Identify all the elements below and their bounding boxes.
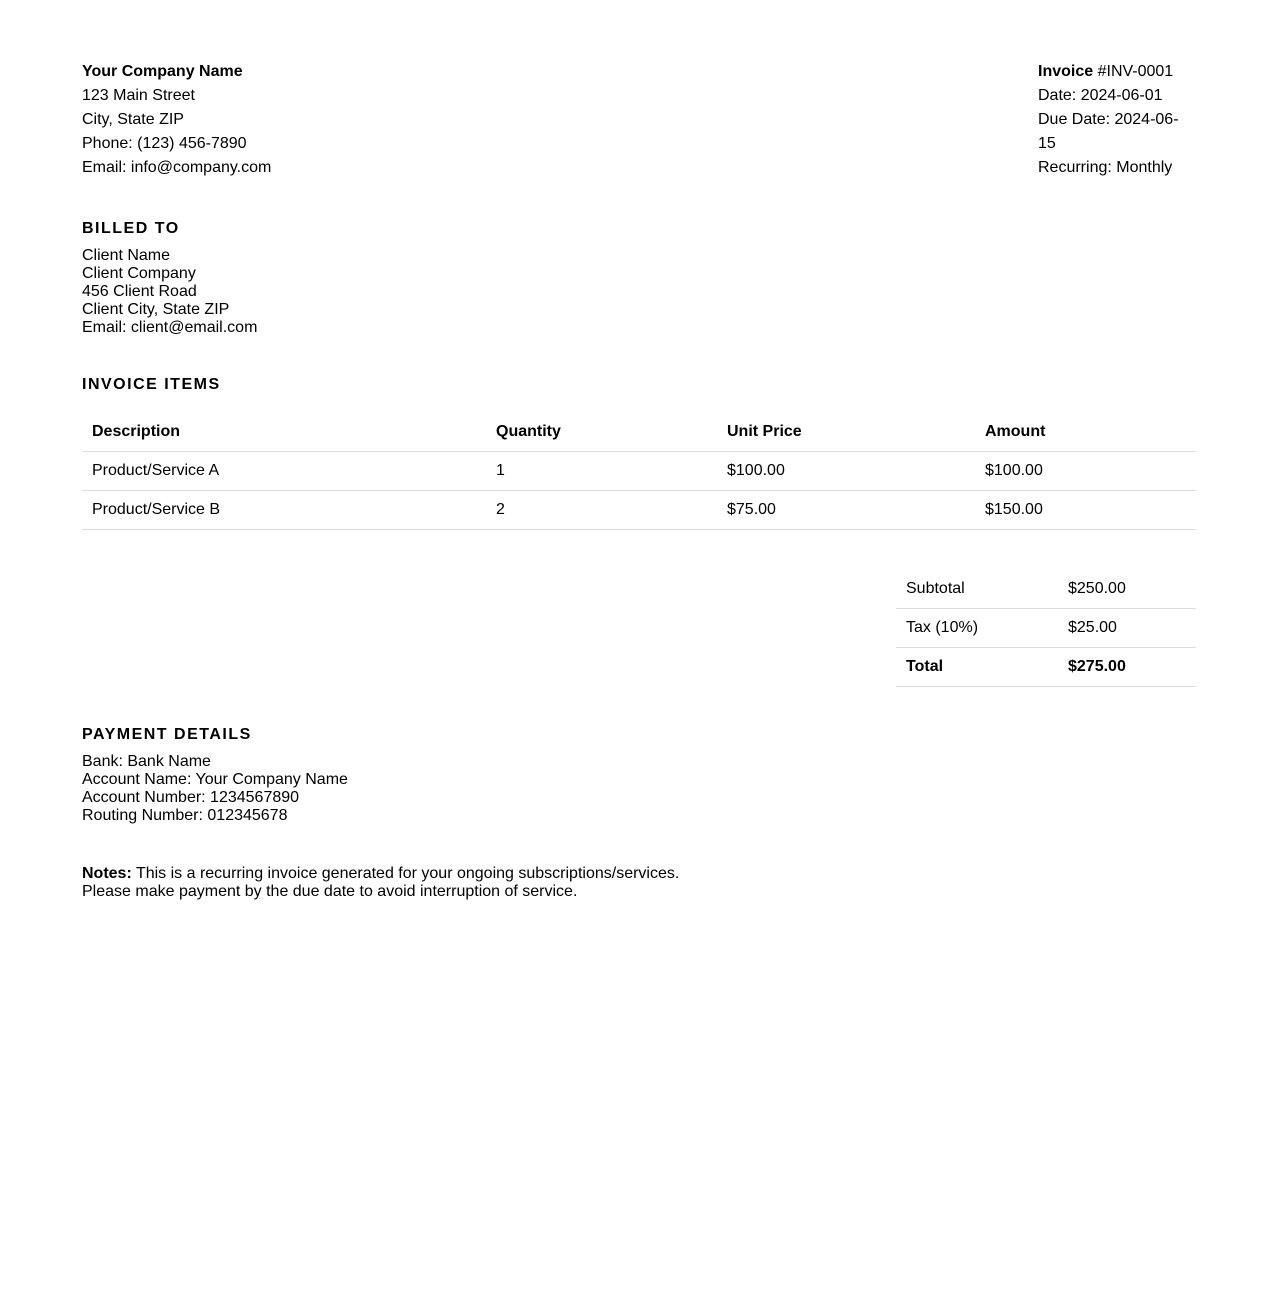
payment-details-title: PAYMENT DETAILS [82, 726, 252, 743]
client-company: Client Company [82, 265, 196, 282]
notes-line-1 [82, 865, 1196, 883]
subtotal-label: Subtotal [896, 570, 1058, 609]
notes-label: Notes: [82, 865, 132, 882]
notes-text-2: Please make payment by the due date to avoid interruption of service. [82, 883, 578, 900]
client-address: 456 Client Road [82, 283, 197, 300]
item-amount: $100.00 [975, 452, 1196, 491]
item-description: Product/Service A [82, 452, 486, 491]
invoice-items-title: INVOICE ITEMS [82, 376, 221, 393]
invoice-meta [1038, 60, 1196, 180]
company-address: 123 Main Street [82, 87, 195, 104]
total-value: $275.00 [1058, 648, 1196, 687]
notes-section [82, 865, 1196, 901]
column-header-description: Description [82, 413, 486, 452]
invoice-number-line [1038, 60, 1196, 84]
column-header-unit-price: Unit Price [717, 413, 975, 452]
total-row [896, 648, 1196, 687]
item-description: Product/Service B [82, 491, 486, 530]
company-email: Email: info@company.com [82, 159, 272, 176]
totals-table [896, 570, 1196, 687]
client-name: Client Name [82, 247, 171, 264]
payment-account-number: Account Number: 1234567890 [82, 789, 300, 806]
subtotal-value: $250.00 [1058, 570, 1196, 609]
table-row [82, 452, 1196, 491]
tax-label: Tax (10%) [896, 609, 1058, 648]
invoice-number: #INV-0001 [1097, 63, 1174, 80]
company-name: Your Company Name [82, 63, 243, 80]
company-city: City, State ZIP [82, 111, 184, 128]
tax-row [896, 609, 1196, 648]
column-header-quantity: Quantity [486, 413, 717, 452]
payment-details-section [82, 725, 1196, 825]
item-quantity: 2 [486, 491, 717, 530]
invoice-date: Date: 2024-06-01 [1038, 87, 1163, 104]
billed-to-section [82, 219, 1196, 337]
payment-bank: Bank: Bank Name [82, 753, 211, 770]
billed-to-title: BILLED TO [82, 220, 180, 237]
table-header-row [82, 413, 1196, 452]
tax-value: $25.00 [1058, 609, 1196, 648]
invoice-label: Invoice [1038, 63, 1094, 80]
item-quantity: 1 [486, 452, 717, 491]
table-row [82, 491, 1196, 530]
column-header-amount: Amount [975, 413, 1196, 452]
invoice-items-table [82, 413, 1196, 530]
notes-text-1: This is a recurring invoice generated for your ongoing subscriptions/services. [131, 865, 680, 882]
totals-section [82, 570, 1196, 687]
client-city: Client City, State ZIP [82, 301, 230, 318]
company-phone: Phone: (123) 456-7890 [82, 135, 247, 152]
payment-lines [82, 753, 1196, 825]
billed-to-lines [82, 247, 1196, 337]
payment-account-name: Account Name: Your Company Name [82, 771, 348, 788]
item-amount: $150.00 [975, 491, 1196, 530]
item-unit-price: $75.00 [717, 491, 975, 530]
total-label: Total [896, 648, 1058, 687]
invoice-document [82, 60, 1196, 901]
company-info [82, 60, 271, 180]
invoice-due-date: Due Date: 2024-06-15 [1038, 111, 1179, 152]
payment-routing-number: Routing Number: 012345678 [82, 807, 288, 824]
item-unit-price: $100.00 [717, 452, 975, 491]
invoice-header [82, 60, 1196, 180]
client-email: Email: client@email.com [82, 319, 258, 336]
invoice-recurring: Recurring: Monthly [1038, 159, 1173, 176]
subtotal-row [896, 570, 1196, 609]
